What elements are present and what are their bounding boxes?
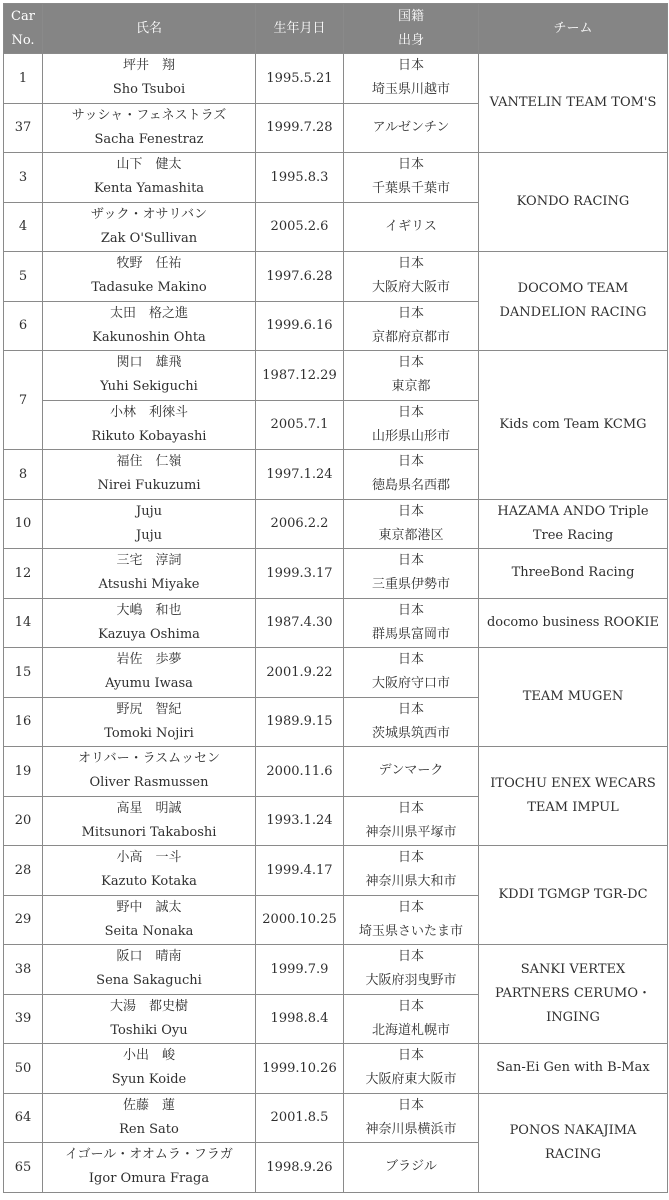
team-name-line: HAZAMA ANDO Triple bbox=[497, 503, 649, 519]
driver-name-english: Kakunoshin Ohta bbox=[92, 329, 206, 345]
table-row bbox=[4, 945, 668, 995]
nationality-text: デンマーク bbox=[378, 763, 444, 779]
birthdate-cell: 1989.9.15 bbox=[256, 697, 344, 747]
hometown-text: 神奈川県大和市 bbox=[365, 874, 457, 890]
driver-name-english: Seita Nonaka bbox=[104, 923, 194, 939]
team-name-line: KONDO RACING bbox=[516, 194, 630, 209]
driver-name-english: Sena Sakaguchi bbox=[96, 973, 202, 989]
driver-name-japanese: 太田 格之進 bbox=[109, 305, 188, 321]
table-row bbox=[4, 1093, 668, 1143]
table-row bbox=[4, 549, 668, 599]
driver-name-japanese: ザック・オサリバン bbox=[90, 206, 208, 222]
table-row bbox=[4, 1044, 668, 1094]
driver-name-english: Tadasuke Makino bbox=[91, 280, 207, 296]
nationality-text: 日本 bbox=[397, 454, 424, 470]
car-number-cell: 5 bbox=[4, 252, 43, 302]
header-nationality-label: 国籍 bbox=[397, 8, 424, 24]
team-cell bbox=[479, 549, 668, 599]
driver-name-japanese: 坪井 翔 bbox=[122, 58, 175, 74]
driver-name-english: Ayumu Iwasa bbox=[105, 676, 193, 692]
hometown-text: 大阪府羽曳野市 bbox=[365, 973, 457, 989]
team-cell bbox=[479, 747, 668, 846]
nationality-text: ブラジル bbox=[385, 1159, 437, 1175]
driver-name-japanese: 三宅 淳詞 bbox=[116, 553, 182, 569]
nationality-text: 日本 bbox=[397, 404, 424, 420]
nationality-text: 日本 bbox=[397, 949, 424, 965]
header-name: 氏名 bbox=[43, 4, 256, 54]
car-number-cell: 1 bbox=[4, 54, 43, 104]
team-name-line: RACING bbox=[544, 1146, 602, 1162]
hometown-text: 埼玉県川越市 bbox=[371, 82, 450, 98]
driver-name-cell bbox=[43, 648, 256, 698]
nationality-cell bbox=[344, 153, 479, 203]
team-name-line: VANTELIN TEAM TOM'S bbox=[489, 95, 657, 110]
nationality-cell bbox=[344, 945, 479, 995]
nationality-cell bbox=[344, 549, 479, 599]
birthdate-cell: 2006.2.2 bbox=[256, 499, 344, 549]
nationality-cell bbox=[344, 450, 479, 500]
hometown-text: 千葉県千葉市 bbox=[371, 181, 450, 197]
car-number-cell: 12 bbox=[4, 549, 43, 599]
team-cell bbox=[479, 153, 668, 252]
nationality-text: 日本 bbox=[397, 652, 424, 668]
driver-name-cell bbox=[43, 1143, 256, 1193]
car-number-cell: 3 bbox=[4, 153, 43, 203]
birthdate-cell: 1999.7.9 bbox=[256, 945, 344, 995]
hometown-text: 大阪府大阪市 bbox=[371, 280, 450, 296]
birthdate-cell: 1999.4.17 bbox=[256, 846, 344, 896]
driver-name-cell bbox=[43, 747, 256, 797]
driver-name-japanese: Juju bbox=[136, 503, 162, 519]
hometown-text: 三重県伊勢市 bbox=[371, 577, 450, 593]
team-name-line: TEAM IMPUL bbox=[527, 800, 619, 815]
car-number-cell: 7 bbox=[4, 351, 43, 450]
birthdate-cell: 1993.1.24 bbox=[256, 796, 344, 846]
hometown-text: 徳島県名西郡 bbox=[371, 478, 450, 494]
team-cell bbox=[479, 1093, 668, 1192]
nationality-text: 日本 bbox=[397, 602, 424, 618]
hometown-text: 大阪府守口市 bbox=[371, 676, 450, 692]
birthdate-cell: 1987.4.30 bbox=[256, 598, 344, 648]
car-number-cell: 29 bbox=[4, 895, 43, 945]
driver-name-cell bbox=[43, 301, 256, 351]
driver-name-cell bbox=[43, 54, 256, 104]
driver-name-japanese: 阪口 晴南 bbox=[116, 949, 182, 965]
driver-name-english: Ren Sato bbox=[119, 1121, 179, 1137]
table-row bbox=[4, 54, 668, 104]
nationality-text: イギリス bbox=[385, 218, 437, 234]
driver-name-japanese: イゴール・オオムラ・フラガ bbox=[65, 1147, 233, 1163]
driver-name-japanese: オリバー・ラスムッセン bbox=[77, 751, 221, 767]
driver-name-japanese: 福住 仁嶺 bbox=[116, 454, 182, 470]
car-number-cell: 50 bbox=[4, 1044, 43, 1094]
birthdate-cell: 2000.11.6 bbox=[256, 747, 344, 797]
driver-name-cell bbox=[43, 994, 256, 1044]
driver-name-cell bbox=[43, 895, 256, 945]
hometown-text: 山形県山形市 bbox=[371, 428, 450, 444]
birthdate-cell: 2001.9.22 bbox=[256, 648, 344, 698]
birthdate-cell: 1999.10.26 bbox=[256, 1044, 344, 1094]
driver-name-english: Atsushi Miyake bbox=[98, 577, 200, 593]
hometown-text: 北海道札幌市 bbox=[371, 1022, 450, 1038]
car-number-cell: 10 bbox=[4, 499, 43, 549]
nationality-cell bbox=[344, 747, 479, 797]
nationality-cell bbox=[344, 796, 479, 846]
nationality-text: 日本 bbox=[397, 800, 424, 816]
hometown-text: 神奈川県横浜市 bbox=[365, 1121, 457, 1137]
driver-name-cell bbox=[43, 351, 256, 401]
driver-name-japanese: サッシャ・フェネストラズ bbox=[71, 107, 227, 123]
car-number-cell: 6 bbox=[4, 301, 43, 351]
nationality-text: 日本 bbox=[397, 157, 424, 173]
hometown-text: 群馬県富岡市 bbox=[371, 626, 450, 642]
nationality-cell bbox=[344, 351, 479, 401]
hometown-text: 埼玉県さいたま市 bbox=[358, 923, 463, 939]
car-number-cell: 4 bbox=[4, 202, 43, 252]
driver-name-cell bbox=[43, 549, 256, 599]
driver-name-japanese: 山下 健太 bbox=[116, 157, 182, 173]
driver-name-english: Yuhi Sekiguchi bbox=[100, 379, 198, 395]
table-row bbox=[4, 747, 668, 797]
car-number-cell: 65 bbox=[4, 1143, 43, 1193]
nationality-text: 日本 bbox=[397, 305, 424, 321]
table-row bbox=[4, 499, 668, 549]
nationality-cell bbox=[344, 202, 479, 252]
nationality-text: 日本 bbox=[397, 503, 424, 519]
header-team: チーム bbox=[479, 4, 668, 54]
team-cell bbox=[479, 648, 668, 747]
header-number-label: No. bbox=[11, 32, 35, 48]
nationality-cell bbox=[344, 648, 479, 698]
driver-name-japanese: 大嶋 和也 bbox=[116, 602, 182, 618]
nationality-text: 日本 bbox=[397, 998, 424, 1014]
car-number-cell: 37 bbox=[4, 103, 43, 153]
header-birthdate: 生年月日 bbox=[256, 4, 344, 54]
team-cell bbox=[479, 499, 668, 549]
birthdate-cell: 1999.3.17 bbox=[256, 549, 344, 599]
driver-name-japanese: 大湯 都史樹 bbox=[109, 998, 188, 1014]
car-number-cell: 15 bbox=[4, 648, 43, 698]
header-origin-label: 出身 bbox=[397, 32, 424, 48]
team-cell bbox=[479, 598, 668, 648]
nationality-text: 日本 bbox=[397, 355, 424, 371]
team-cell bbox=[479, 54, 668, 153]
table-row bbox=[4, 252, 668, 302]
table-row bbox=[4, 846, 668, 896]
hometown-text: 茨城県筑西市 bbox=[371, 725, 450, 741]
driver-name-cell bbox=[43, 697, 256, 747]
nationality-text: 日本 bbox=[397, 899, 424, 915]
car-number-cell: 28 bbox=[4, 846, 43, 896]
header-nationality bbox=[344, 4, 479, 54]
hometown-text: 東京都港区 bbox=[378, 527, 444, 543]
hometown-text: 東京都 bbox=[391, 379, 431, 395]
team-name-line: KDDI TGMGP TGR-DC bbox=[498, 887, 648, 902]
nationality-cell bbox=[344, 994, 479, 1044]
roster-body bbox=[4, 54, 668, 1193]
team-name-line: docomo business ROOKIE bbox=[486, 614, 660, 630]
team-name-line: PARTNERS CERUMO・ bbox=[494, 986, 651, 1001]
driver-roster-table bbox=[3, 3, 668, 1193]
driver-name-japanese: 野尻 智紀 bbox=[116, 701, 182, 717]
car-number-cell: 39 bbox=[4, 994, 43, 1044]
team-cell bbox=[479, 351, 668, 500]
car-number-cell: 64 bbox=[4, 1093, 43, 1143]
driver-name-japanese: 野中 誠太 bbox=[116, 899, 182, 915]
nationality-cell bbox=[344, 697, 479, 747]
hometown-text: 神奈川県平塚市 bbox=[365, 824, 457, 840]
birthdate-cell: 2000.10.25 bbox=[256, 895, 344, 945]
birthdate-cell: 2001.8.5 bbox=[256, 1093, 344, 1143]
table-row bbox=[4, 351, 668, 401]
table-row bbox=[4, 153, 668, 203]
team-name-line: Kids com Team KCMG bbox=[499, 416, 647, 432]
nationality-text: 日本 bbox=[397, 1048, 424, 1064]
nationality-cell bbox=[344, 499, 479, 549]
driver-name-cell bbox=[43, 1044, 256, 1094]
driver-name-english: Oliver Rasmussen bbox=[89, 775, 209, 791]
driver-name-english: Kenta Yamashita bbox=[93, 181, 205, 197]
driver-name-japanese: 高星 明誠 bbox=[116, 800, 182, 816]
nationality-cell bbox=[344, 54, 479, 104]
team-name-line: DOCOMO TEAM bbox=[517, 281, 629, 296]
team-name-line: ITOCHU ENEX WECARS bbox=[490, 776, 656, 791]
driver-name-english: Juju bbox=[136, 527, 162, 543]
car-number-cell: 38 bbox=[4, 945, 43, 995]
team-name-line: San-Ei Gen with B-Max bbox=[496, 1060, 650, 1076]
birthdate-cell: 1998.9.26 bbox=[256, 1143, 344, 1193]
hometown-text: 大阪府東大阪市 bbox=[365, 1072, 457, 1088]
driver-name-cell bbox=[43, 796, 256, 846]
driver-name-japanese: 牧野 任祐 bbox=[116, 256, 182, 272]
driver-name-english: Rikuto Kobayashi bbox=[91, 428, 207, 444]
driver-name-cell bbox=[43, 499, 256, 549]
driver-name-cell bbox=[43, 252, 256, 302]
nationality-cell bbox=[344, 400, 479, 450]
driver-name-cell bbox=[43, 153, 256, 203]
driver-name-english: Sho Tsuboi bbox=[112, 82, 186, 98]
nationality-text: 日本 bbox=[397, 701, 424, 717]
team-name-line: SANKI VERTEX bbox=[520, 962, 626, 977]
driver-name-japanese: 小出 峻 bbox=[122, 1048, 175, 1064]
birthdate-cell: 1987.12.29 bbox=[256, 351, 344, 401]
header-car-label: Car bbox=[11, 8, 35, 24]
driver-name-english: Kazuya Oshima bbox=[98, 626, 200, 642]
driver-name-english: Tomoki Nojiri bbox=[104, 725, 194, 741]
driver-name-english: Nirei Fukuzumi bbox=[97, 478, 201, 494]
driver-name-cell bbox=[43, 450, 256, 500]
team-name-line: PONOS NAKAJIMA bbox=[509, 1122, 637, 1138]
driver-name-japanese: 岩佐 歩夢 bbox=[116, 652, 182, 668]
nationality-text: 日本 bbox=[397, 58, 424, 74]
table-row bbox=[4, 648, 668, 698]
driver-name-english: Sacha Fenestraz bbox=[94, 131, 204, 147]
birthdate-cell: 1999.7.28 bbox=[256, 103, 344, 153]
team-name-line: INGING bbox=[546, 1010, 600, 1025]
nationality-cell bbox=[344, 1044, 479, 1094]
nationality-cell bbox=[344, 1143, 479, 1193]
table-row bbox=[4, 598, 668, 648]
driver-name-cell bbox=[43, 1093, 256, 1143]
nationality-text: 日本 bbox=[397, 553, 424, 569]
team-cell bbox=[479, 1044, 668, 1094]
car-number-cell: 14 bbox=[4, 598, 43, 648]
driver-name-english: Kazuto Kotaka bbox=[101, 874, 197, 890]
driver-name-english: Mitsunori Takaboshi bbox=[81, 824, 217, 840]
car-number-cell: 20 bbox=[4, 796, 43, 846]
team-name-line: Tree Racing bbox=[532, 527, 614, 543]
driver-name-english: Syun Koide bbox=[111, 1072, 187, 1088]
team-cell bbox=[479, 252, 668, 351]
header-row bbox=[4, 4, 668, 54]
hometown-text: 京都府京都市 bbox=[371, 329, 450, 345]
driver-name-cell bbox=[43, 103, 256, 153]
birthdate-cell: 1995.5.21 bbox=[256, 54, 344, 104]
birthdate-cell: 1999.6.16 bbox=[256, 301, 344, 351]
car-number-cell: 19 bbox=[4, 747, 43, 797]
birthdate-cell: 2005.7.1 bbox=[256, 400, 344, 450]
driver-name-japanese: 佐藤 蓮 bbox=[122, 1097, 175, 1113]
birthdate-cell: 1997.1.24 bbox=[256, 450, 344, 500]
birthdate-cell: 1995.8.3 bbox=[256, 153, 344, 203]
birthdate-cell: 1998.8.4 bbox=[256, 994, 344, 1044]
car-number-cell: 8 bbox=[4, 450, 43, 500]
team-name-line: DANDELION RACING bbox=[499, 305, 647, 320]
driver-name-cell bbox=[43, 598, 256, 648]
driver-name-japanese: 小林 利徠斗 bbox=[109, 404, 188, 420]
nationality-cell bbox=[344, 598, 479, 648]
nationality-cell bbox=[344, 301, 479, 351]
driver-name-japanese: 関口 雄飛 bbox=[116, 355, 182, 371]
nationality-text: 日本 bbox=[397, 1097, 424, 1113]
header-car-number bbox=[4, 4, 43, 54]
nationality-cell bbox=[344, 1093, 479, 1143]
nationality-cell bbox=[344, 252, 479, 302]
driver-name-english: Igor Omura Fraga bbox=[88, 1171, 210, 1187]
team-name-line: TEAM MUGEN bbox=[522, 689, 624, 704]
team-cell bbox=[479, 945, 668, 1044]
nationality-cell bbox=[344, 895, 479, 945]
nationality-cell bbox=[344, 103, 479, 153]
driver-name-japanese: 小高 一斗 bbox=[116, 850, 182, 866]
team-cell bbox=[479, 846, 668, 945]
nationality-text: 日本 bbox=[397, 256, 424, 272]
driver-name-english: Toshiki Oyu bbox=[110, 1022, 188, 1038]
driver-name-cell bbox=[43, 400, 256, 450]
nationality-cell bbox=[344, 846, 479, 896]
nationality-text: 日本 bbox=[397, 850, 424, 866]
driver-name-cell bbox=[43, 945, 256, 995]
nationality-text: アルゼンチン bbox=[372, 119, 450, 135]
driver-name-cell bbox=[43, 846, 256, 896]
team-name-line: ThreeBond Racing bbox=[511, 565, 635, 581]
birthdate-cell: 1997.6.28 bbox=[256, 252, 344, 302]
birthdate-cell: 2005.2.6 bbox=[256, 202, 344, 252]
car-number-cell: 16 bbox=[4, 697, 43, 747]
driver-name-english: Zak O'Sullivan bbox=[100, 230, 198, 246]
driver-name-cell bbox=[43, 202, 256, 252]
